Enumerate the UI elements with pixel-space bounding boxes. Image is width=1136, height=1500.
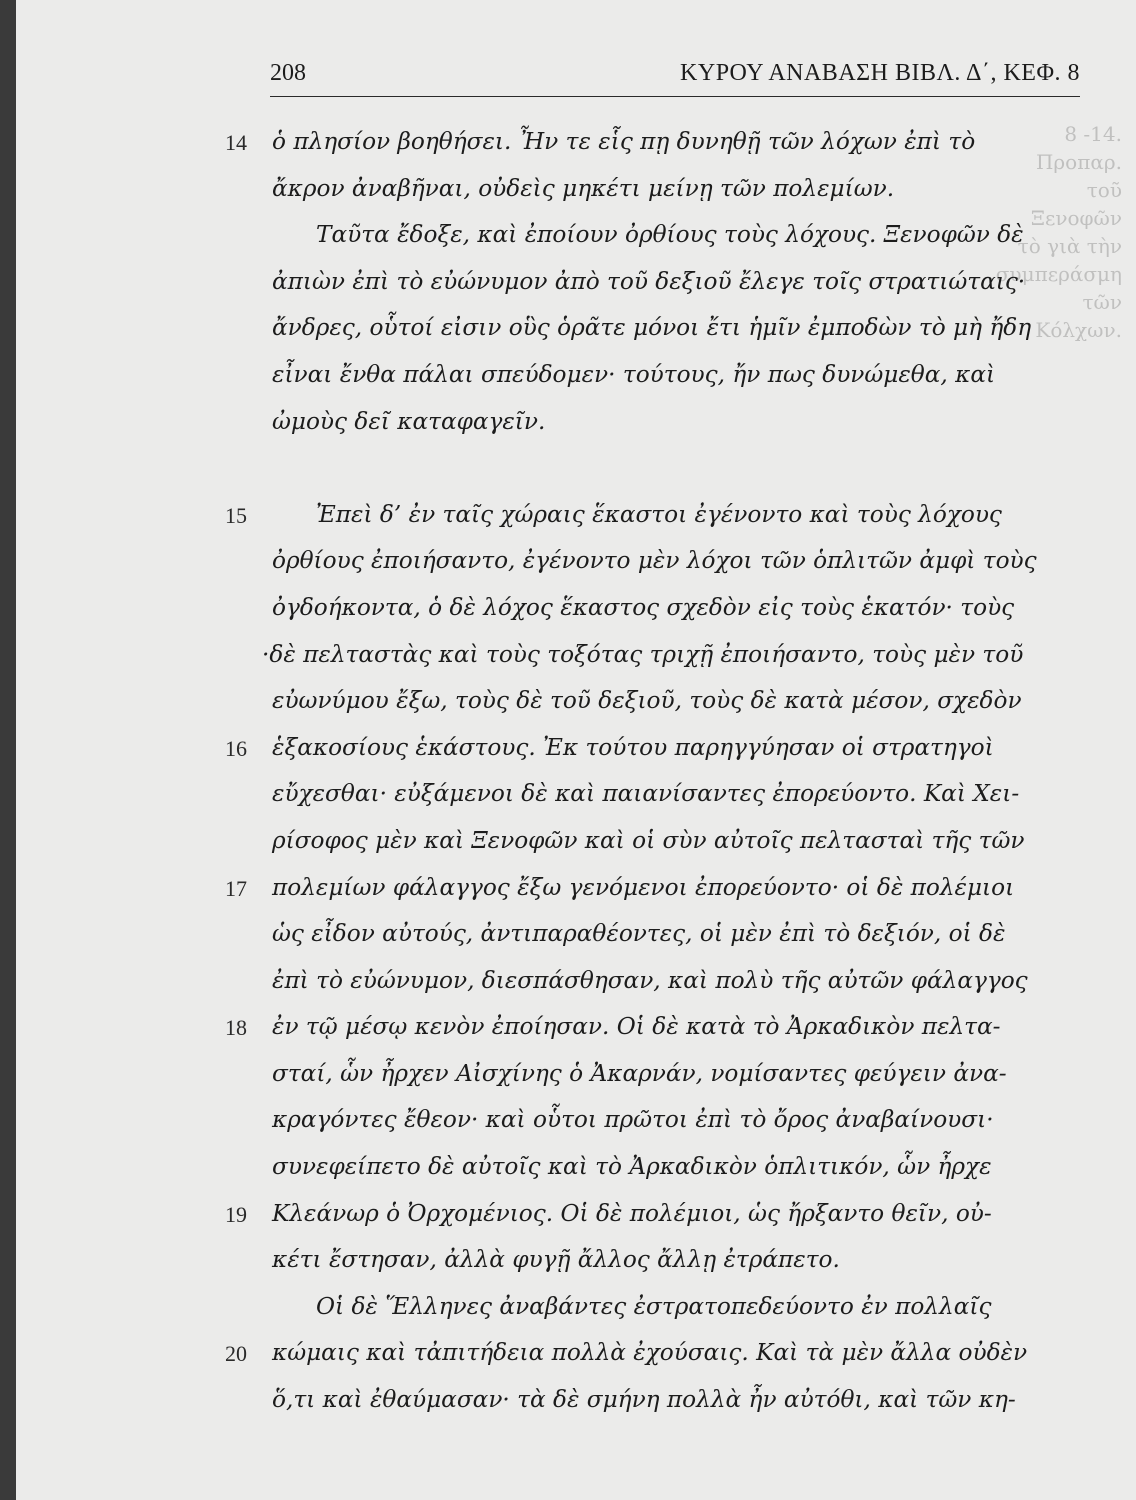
- ghost-line: 8 -14.: [1064, 122, 1122, 146]
- text-line: [0, 217, 1136, 264]
- text-line: [0, 823, 1136, 870]
- text-line: [0, 497, 1136, 544]
- line-text: ὅ,τι καὶ ἐθαύμασαν· τὰ δὲ σμήνη πολλὰ ἦν αὐτόθι, καὶ τῶν κη-: [272, 1386, 1016, 1414]
- line-text: ἐν τῷ μέσῳ κενὸν ἐποίησαν. Οἱ δὲ κατὰ τὸ Ἀρκαδικὸν πελτα-: [272, 1013, 1001, 1041]
- line-text: ὀρθίους ἐποιήσαντο, ἐγένοντο μὲν λόχοι τῶν ὁπλιτῶν ἀμφὶ τοὺς: [272, 547, 1037, 575]
- line-text: σταί, ὧν ἦρχεν Αἰσχίνης ὁ Ἀκαρνάν, νομίσαντες φεύγειν ἀνα-: [272, 1059, 1007, 1087]
- ghost-line: συμπεράσμη: [995, 262, 1122, 286]
- line-text: ρίσοφος μὲν καὶ Ξενοφῶν καὶ οἱ σὺν αὐτοῖς πελτασταὶ τῆς τῶν: [272, 826, 1025, 854]
- line-text: εὔχεσθαι· εὐξάμενοι δὲ καὶ παιανίσαντες ἐπορεύοντο. Καὶ Χει-: [272, 780, 1020, 808]
- text-line: [0, 310, 1136, 357]
- line-text: Οἱ δὲ Ἕλληνες ἀναβάντες ἐστρατοπεδεύοντο ἐν πολλαῖς: [316, 1292, 992, 1320]
- text-line: [0, 1149, 1136, 1196]
- text-line: [0, 1335, 1136, 1382]
- text-line: [0, 870, 1136, 917]
- line-text: ὁ πλησίον βοηθήσει. Ἦν τε εἷς πῃ δυνηθῇ τῶν λόχων ἐπὶ τὸ: [272, 128, 976, 155]
- text-line: [0, 124, 1136, 171]
- text-line: [0, 404, 1136, 451]
- line-text: συνεφείπετο δὲ αὐτοῖς καὶ τὸ Ἀρκαδικὸν ὁπλιτικόν, ὧν ἦρχε: [272, 1153, 992, 1181]
- text-line: [0, 1009, 1136, 1056]
- greek-text-body: [0, 124, 1136, 1429]
- ghost-line: Προπαρ.: [1035, 150, 1122, 174]
- line-text: πολεμίων φάλαγγος ἔξω γενόμενοι ἐπορεύοντο· οἱ δὲ πολέμιοι: [272, 873, 1015, 901]
- text-line: [0, 543, 1136, 590]
- line-text: ὀγδοήκοντα, ὁ δὲ λόχος ἕκαστος σχεδὸν εἰς τοὺς ἑκατόν· τοὺς: [272, 593, 1015, 621]
- line-text: ὠμοὺς δεῖ καταφαγεῖν.: [272, 407, 546, 435]
- line-text: ἄνδρες, οὗτοί εἰσιν οὓς ὁρᾶτε μόνοι ἔτι ἡμῖν ἐμποδὼν τὸ μὴ ἤδη: [272, 314, 1032, 342]
- text-line: [0, 1056, 1136, 1103]
- text-line: [0, 1102, 1136, 1149]
- text-line: [0, 730, 1136, 777]
- ghost-line: τοῦ Ξενοφῶν: [1030, 178, 1122, 230]
- text-line: [0, 1382, 1136, 1429]
- line-text: ·δὲ πελταστὰς καὶ τοὺς τοξότας τριχῇ ἐποιήσαντο, τοὺς μὲν τοῦ: [262, 640, 1024, 668]
- text-line: [0, 264, 1136, 311]
- text-line: [0, 1242, 1136, 1289]
- running-head: ΚΥΡΟΥ ΑΝΑΒΑΣΗ ΒΙΒΛ. Δ΄, ΚΕΦ. 8: [680, 60, 1080, 86]
- text-line: [0, 171, 1136, 218]
- text-line: [0, 683, 1136, 730]
- section-number: 19: [225, 1201, 247, 1227]
- line-text: Κλεάνωρ ὁ Ὀρχομένιος. Οἱ δὲ πολέμιοι, ὡς ἤρξαντο θεῖν, οὐ-: [272, 1199, 992, 1227]
- section-number: 14: [225, 130, 247, 155]
- page-header: [270, 56, 1080, 97]
- text-line: [0, 357, 1136, 404]
- ghost-line: τὸ γιὰ τὴν: [1017, 234, 1122, 258]
- text-line: [0, 590, 1136, 637]
- text-line: [0, 963, 1136, 1010]
- section-number: 15: [225, 502, 247, 528]
- section-number: 18: [225, 1015, 247, 1041]
- line-text: ἀπιὼν ἐπὶ τὸ εὐώνυμον ἀπὸ τοῦ δεξιοῦ ἔλεγε τοῖς στρατιώταις·: [272, 267, 1026, 295]
- line-text: Ταῦτα ἔδοξε, καὶ ἐποίουν ὀρθίους τοὺς λόχους. Ξενοφῶν δὲ: [316, 221, 1024, 249]
- line-text: ἑξακοσίους ἑκάστους. Ἐκ τούτου παρηγγύησαν οἱ στρατηγοὶ: [272, 733, 994, 761]
- line-text: κώμαις καὶ τἀπιτήδεια πολλὰ ἐχούσαις. Καὶ τὰ μὲν ἄλλα οὐδὲν: [272, 1339, 1028, 1367]
- line-text: κέτι ἔστησαν, ἀλλὰ φυγῇ ἄλλος ἄλλῃ ἐτράπετο.: [272, 1246, 840, 1274]
- section-number: 17: [225, 875, 247, 901]
- page-number: 208: [270, 60, 306, 86]
- section-number: 16: [225, 735, 247, 761]
- text-line: [0, 637, 1136, 684]
- text-line: [0, 1289, 1136, 1336]
- text-line: [0, 916, 1136, 963]
- section-number: 20: [225, 1341, 247, 1367]
- line-text: εὐωνύμου ἔξω, τοὺς δὲ τοῦ δεξιοῦ, τοὺς δὲ κατὰ μέσον, σχεδὸν: [272, 687, 1022, 715]
- line-text: ἐπὶ τὸ εὐώνυμον, διεσπάσθησαν, καὶ πολὺ τῆς αὐτῶν φάλαγγος: [272, 966, 1028, 994]
- line-text: ὡς εἶδον αὐτούς, ἀντιπαραθέοντες, οἱ μὲν ἐπὶ τὸ δεξιόν, οἱ δὲ: [272, 920, 1006, 948]
- line-text: ἄκρον ἀναβῆναι, οὐδεὶς μηκέτι μείνῃ τῶν πολεμίων.: [272, 174, 895, 202]
- text-line: [0, 1196, 1136, 1243]
- text-line: [0, 450, 1136, 497]
- ghost-line: τῶν Κόλχων.: [1035, 290, 1122, 342]
- text-line: [0, 776, 1136, 823]
- line-text: εἶναι ἔνθα πάλαι σπεύδομεν· τούτους, ἤν πως δυνώμεθα, καὶ: [272, 360, 996, 388]
- line-text: κραγόντες ἔθεον· καὶ οὗτοι πρῶτοι ἐπὶ τὸ ὄρος ἀναβαίνουσι·: [272, 1106, 994, 1134]
- line-text: Ἐπεὶ δ’ ἐν ταῖς χώραις ἕκαστοι ἐγένοντο καὶ τοὺς λόχους: [316, 500, 1002, 528]
